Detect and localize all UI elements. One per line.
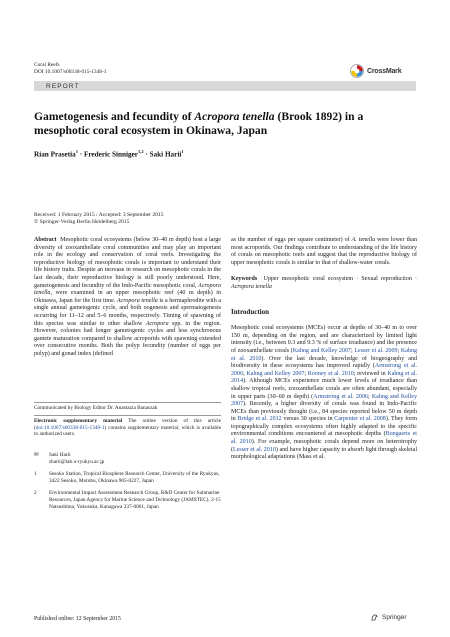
abstract-text: were lower than most acroporids. Our findings contribute to understanding of the life history of corals on mesophotic reefs and suggest that the reproductive biology of upper mesophotic corals is similar to that of shallow-water corals.	[231, 237, 417, 266]
citation-link[interactable]: Lesser et al. 2010	[233, 446, 276, 453]
abstract	[34, 237, 221, 359]
intro-text: ). Recently, a higher diversity of corals was found in Indo-Pacific MCEs than previously thought (i.e., 84 species reported below 50 m depth in	[231, 401, 417, 423]
citation-link[interactable]: Armstrong et al. 2006	[231, 363, 417, 377]
citation-link[interactable]: Bridge et al. 2012	[237, 416, 282, 423]
communicated-by: Communicated by Biology Editor Dr. Anastazia Banaszak	[34, 405, 158, 411]
keywords	[231, 276, 417, 291]
abstract-text: spp. in the region. However, colonies had longer gametogenic cycles and less synchronous gamete maturation compared to shallow acroporids with spawning extended over consecutive months. Both the polyp fecundity (number of eggs per polyp) and gonad index (defined	[34, 320, 222, 357]
author-list	[34, 149, 184, 158]
intro-text: Mesophotic coral ecosystems (MCEs) occur at depths of 30–40 m to over 150 m, depending on the region, and are characterized by limited light intensity (i.e., between 0.3 and 9.3 % of surface irradiance) and the presence of zooxanthellate corals (	[231, 325, 417, 354]
abstract-continued	[231, 237, 417, 267]
corresponding-author: Saki Harii	[49, 452, 71, 458]
copyright: © Springer-Verlag Berlin Heidelberg 2015	[34, 219, 130, 226]
intro-text: versus 30 species in	[281, 416, 335, 423]
article-dates	[34, 212, 164, 227]
keywords-text: Upper mesophotic coral ecosystem · Sexual reproduction ·	[263, 276, 417, 283]
author-3[interactable]: Saki Harii	[149, 150, 182, 159]
crossmark-badge[interactable]	[350, 64, 428, 78]
abstract-label: Abstract	[34, 237, 57, 243]
introduction-paragraph	[231, 325, 417, 462]
author-1-aff: 1	[75, 149, 78, 154]
citation-link[interactable]: Bongaerts et al. 2010	[231, 431, 417, 446]
citation-link[interactable]: Kahng et al. 2010	[231, 347, 417, 362]
article-type: REPORT	[46, 82, 80, 90]
springer-horse-icon	[370, 613, 379, 622]
crossmark-icon	[350, 64, 364, 78]
author-3-aff: 1	[181, 149, 184, 154]
affiliation-2: Environmental Impact Assessment Research Group, R&D Center for Submarine Resources, Japan Agency for Marine Science and Technology (JAMSTEC), 2-15 Natsushima, Yokosuka, Kanagawa 237-0061, Japan	[49, 490, 221, 510]
intro-text: ;	[350, 347, 355, 354]
intro-text: ). Over the last decade, knowledge of biogeography and biodiversity in these ecosystems has improved rapidly (	[231, 355, 417, 370]
esm-doi-link[interactable]: doi:10.1007/s00338-015-1348-1	[35, 424, 105, 431]
citation-link[interactable]: Armstrong et al. 2006	[313, 393, 369, 400]
journal-header	[34, 62, 106, 76]
intro-text: ; reviewed in	[353, 370, 388, 377]
intro-text: ;	[243, 370, 247, 377]
intro-text: ). Although MCEs experience much lower levels of irradiance than shallow tropical reefs, zooxanthellate corals are often abundant, especially in upper parts (30–60 m depth) (	[231, 378, 417, 400]
abstract-species: Acropora tenella	[34, 282, 221, 297]
abstract-text: is a hermaphrodite with a single annual gametogenic cycle, and both oogenesis and spermatogenesis occurring for 11–12 and 5–6 months, respectively. Timing of spawning of this species was similar to other shallow	[34, 297, 221, 327]
divider	[34, 415, 221, 416]
citation-link[interactable]: Lesser et al. 2009	[354, 347, 398, 354]
intro-text: ) and have higher capacity to absorb light through skeletal morphological adaptations (Mass et al.	[231, 446, 418, 461]
doi[interactable]: DOI 10.1007/s00338-015-1348-1	[34, 69, 107, 75]
citation-link[interactable]: Rooney et al. 2010	[307, 370, 354, 377]
corresponding-email[interactable]: sharii@lab.u-ryukyu.ac.jp	[49, 458, 105, 465]
citation-link[interactable]: Carpenter et al. 2008	[334, 416, 386, 423]
article-type-band	[34, 81, 416, 91]
author-2-aff: 1,2	[137, 149, 144, 154]
article-title	[34, 110, 414, 138]
affiliation-2-mark: 2	[34, 490, 37, 497]
intro-text: ;	[368, 393, 372, 400]
correspondence	[34, 448, 221, 510]
affiliation-1: Sesoko Station, Tropical Biosphere Research Center, University of the Ryukyus, 3422 Sesoko, Motobu, Okinawa 905-0227, Japan	[49, 471, 220, 484]
left-column	[34, 237, 221, 359]
esm-text: ) contains supplementary material, which is available to authorized users.	[34, 424, 221, 438]
esm-text: The online version of this article (	[34, 418, 221, 431]
citation-link[interactable]: Kahng and Kelley 2007	[231, 393, 417, 408]
publisher-logo	[370, 613, 407, 622]
keywords-label: Keywords	[231, 276, 258, 283]
keyword-species: Acropora tenella	[231, 283, 272, 290]
divider	[34, 402, 221, 403]
intro-text: ;	[397, 347, 401, 354]
citation-link[interactable]: Kahng and Kelley 2007	[292, 347, 351, 354]
author-2[interactable]: Frederic Sinniger	[83, 150, 138, 159]
abstract-text: as the number of eggs per square centimeter) of	[231, 237, 352, 243]
author-sep: ·	[77, 150, 84, 159]
abstract-species: A. tenella	[351, 237, 376, 243]
journal-name: Coral Reefs	[34, 62, 60, 68]
abstract-species: Acropora tenella	[116, 297, 158, 304]
abstract-text: Mesophotic coral ecosystems (below 30–40 m depth) host a large diversity of zooxanthellate coral communities and may play an important role in the ecology and conservation of coral reefs. Investigating the reproductive biology of mesophotic corals is important to understand their life history traits. Despite an increase in research on mesophotic corals in the last decade, their reproductive biology is still poorly understood. Here, gametogenesis and fecundity of the Indo-Pacific mesophotic coral,	[34, 237, 221, 289]
published-online: Published online: 12 September 2015	[34, 616, 121, 622]
right-column	[231, 237, 417, 462]
title-text: Gametogenesis and fecundity of	[34, 110, 195, 123]
envelope-icon: ✉	[34, 452, 39, 458]
publisher-name: Springer	[382, 614, 407, 621]
citation-link[interactable]: Kahng et al. 2014	[231, 370, 417, 385]
section-heading-introduction: Introduction	[231, 307, 269, 316]
esm-label: Electronic supplementary material	[34, 418, 123, 424]
received-accepted: Received: 1 February 2015 / Accepted: 3 September 2015	[34, 212, 164, 218]
author-sep: ·	[143, 150, 150, 159]
intro-text: ). They form topographically complex ecosystems often highly adapted to the specific environmental conditions encountered at mesophotic depths (	[231, 416, 417, 438]
title-text-end: (Brook 1892) in a mesophotic coral ecosystem in Okinawa, Japan	[34, 110, 364, 137]
author-1[interactable]: Rian Prasetia	[34, 150, 76, 159]
affiliation-1-mark: 1	[34, 471, 37, 478]
abstract-species: Acropora	[145, 320, 169, 327]
abstract-text: , were examined in an upper mesophotic reef (40 m depth) in Okinawa, Japan for the first time.	[34, 290, 221, 304]
citation-link[interactable]: Kahng and Kelley 2007	[246, 370, 305, 377]
crossmark-label: CrossMark	[367, 67, 402, 75]
esm-note	[34, 418, 221, 438]
intro-text: ;	[304, 370, 308, 377]
intro-text: ). For example, mesophotic corals depend more on heterotrophy (	[231, 439, 417, 453]
title-species: Acropora tenella	[194, 110, 275, 123]
